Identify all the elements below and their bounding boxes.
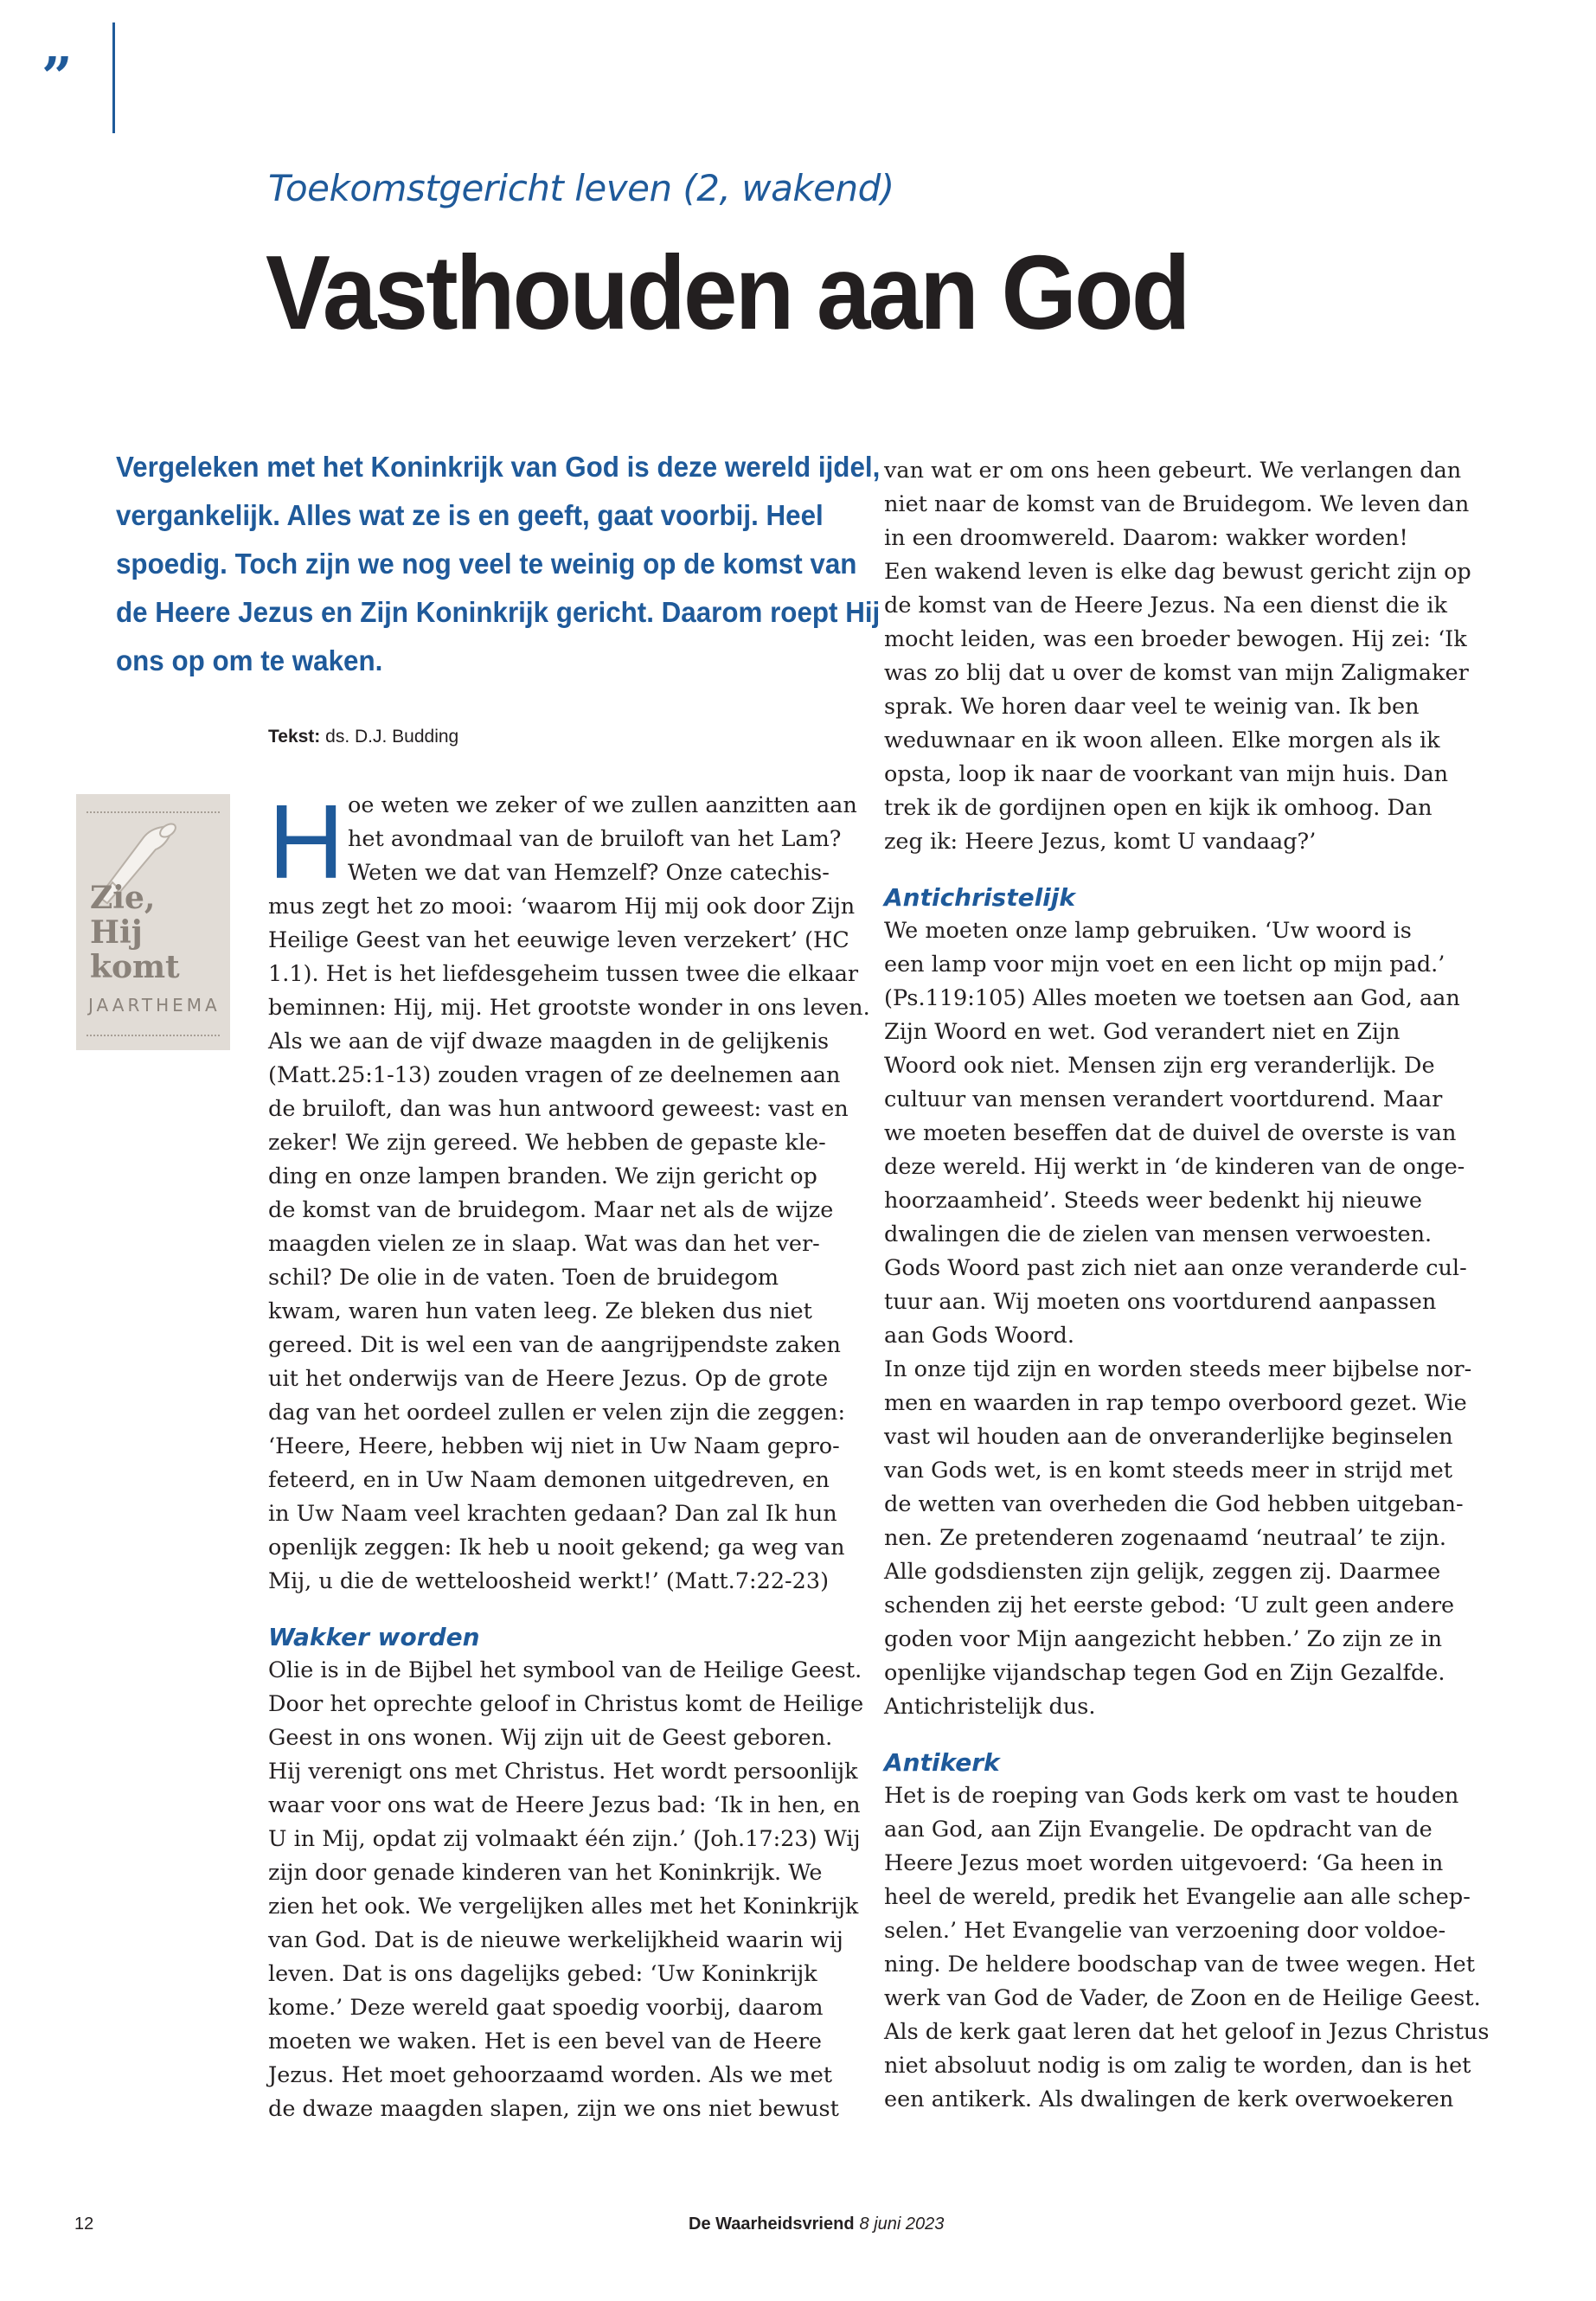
issue-date: 8 juni 2023 (859, 2214, 945, 2234)
text-line: In onze tijd zijn en worden steeds meer bijbelse nor- (884, 1356, 1472, 1382)
text-line: de dwaze maagden slapen, zijn we ons niet bewust (268, 2096, 839, 2122)
dotted-divider (87, 811, 220, 813)
text-line: in een droomwereld. Daarom: wakker worden! (884, 525, 1408, 551)
text-line: het avondmaal van de bruiloft van het Lam? (348, 826, 842, 852)
text-line: Een wakend leven is elke dag bewust gericht zijn op (884, 559, 1471, 585)
theme-line: Zie, (90, 880, 156, 916)
text-line: ding en onze lampen branden. We zijn gericht op (268, 1163, 817, 1189)
text-line: niet absoluut nodig is om zalig te worden, dan is het (884, 2053, 1471, 2079)
section-heading: Antichristelijk (884, 883, 1075, 912)
text-line: sprak. We horen daar veel te weinig van. Ik ben (884, 694, 1420, 720)
text-line: 1.1). Het is het liefdesgeheim tussen twee die elkaar (268, 961, 859, 987)
theme-line: komt (90, 949, 180, 985)
text-line: een antikerk. Als dwalingen de kerk overwoekeren (884, 2086, 1454, 2112)
text-line: Gods Woord past zich niet aan onze veranderde cul- (884, 1255, 1467, 1281)
text-line: openlijke vijandschap tegen God en Zijn Gezalfde. (884, 1660, 1445, 1686)
lead-paragraph (116, 443, 894, 685)
theme-line: Hij (90, 914, 143, 951)
text-line: dag van het oordeel zullen er velen zijn die zeggen: (268, 1400, 846, 1426)
year-theme-box (76, 794, 230, 1050)
text-line: de komst van de Heere Jezus. Na een dienst die ik (884, 593, 1447, 619)
page-number: 12 (74, 2214, 94, 2234)
text-line: niet naar de komst van de Bruidegom. We leven dan (884, 491, 1470, 517)
theme-label: JAARTHEMA (88, 995, 221, 1016)
text-line: kome.’ Deze wereld gaat spoedig voorbij, daarom (268, 1995, 824, 2021)
section-heading: Antikerk (884, 1748, 1000, 1777)
text-line: selen.’ Het Evangelie van verzoening door voldoe- (884, 1918, 1446, 1944)
text-line: feteerd, en in Uw Naam demonen uitgedreven, en (268, 1467, 830, 1493)
text-line: Zijn Woord en wet. God verandert niet en Zijn (884, 1019, 1401, 1045)
text-line: in Uw Naam veel krachten gedaan? Dan zal Ik hun (268, 1501, 837, 1527)
series-kicker: Toekomstgericht leven (2, wakend) (268, 167, 894, 209)
text-line: goden voor Mijn aangezicht hebben.’ Zo zijn ze in (884, 1626, 1443, 1652)
text-line: weduwnaar en ik woon alleen. Elke morgen als ik (884, 727, 1440, 753)
text-line: openlijk zeggen: Ik heb u nooit gekend; ga weg van (268, 1535, 845, 1561)
lead-line: vergankelijk. Alles wat ze is en geeft, gaat voorbij. Heel (116, 499, 824, 531)
text-line: de bruiloft, dan was hun antwoord geweest: vast en (268, 1096, 849, 1122)
byline (268, 727, 458, 747)
text-line: Als we aan de vijf dwaze maagden in de gelijkenis (268, 1029, 830, 1054)
text-line: Door het oprechte geloof in Christus komt de Heilige (268, 1691, 864, 1717)
text-line: heel de wereld, predik het Evangelie aan alle schep- (884, 1884, 1471, 1910)
text-line: de wetten van overheden die God hebben uitgeban- (884, 1491, 1464, 1517)
article-column-right (884, 454, 1490, 2117)
byline-author: ds. D.J. Budding (325, 727, 459, 747)
text-line: leven. Dat is ons dagelijks gebed: ‘Uw Koninkrijk (268, 1961, 817, 1987)
text-line: beminnen: Hij, mij. Het grootste wonder in ons leven. (268, 995, 870, 1021)
text-line: Mij, u die de wetteloosheid werkt!’ (Matt.7:22-23) (268, 1568, 830, 1594)
text-line: gereed. Dit is wel een van de aangrijpendste zaken (268, 1332, 841, 1358)
text-line: aan Gods Woord. (884, 1323, 1074, 1349)
text-line: men en waarden in rap tempo overboord gezet. Wie (884, 1390, 1467, 1416)
theme-title (90, 881, 180, 984)
text-line: uit het onderwijs van de Heere Jezus. Op de grote (268, 1366, 829, 1392)
dotted-divider (87, 1035, 220, 1036)
text-line: Woord ook niet. Mensen zijn erg veranderlijk. De (884, 1053, 1435, 1079)
text-line: zeg ik: Heere Jezus, komt U vandaag?’ (884, 829, 1317, 855)
text-line: de komst van de bruidegom. Maar net als de wijze (268, 1197, 834, 1223)
text-line: zeker! We zijn gereed. We hebben de gepaste kle- (268, 1130, 826, 1156)
text-line: Antichristelijk dus. (884, 1694, 1096, 1720)
text-line: mocht leiden, was een broeder bewogen. Hij zei: ‘Ik (884, 626, 1467, 652)
byline-label: Tekst: (268, 727, 321, 747)
text-line: zien het ook. We vergelijken alles met het Koninkrijk (268, 1894, 859, 1920)
text-line: Weten we dat van Hemzelf? Onze catechis- (348, 860, 830, 886)
article-column-left (268, 783, 870, 2126)
text-line: Geest in ons wonen. Wij zijn uit de Geest geboren. (268, 1725, 833, 1751)
text-line: (Ps.119:105) Alles moeten we toetsen aan God, aan (884, 985, 1460, 1011)
text-line: nen. Ze pretenderen zogenaamd ‘neutraal’ te zijn. (884, 1525, 1447, 1551)
text-line: We moeten onze lamp gebruiken. ‘Uw woord is (884, 918, 1412, 944)
text-line: van Gods wet, is en komt steeds meer in strijd met (884, 1458, 1452, 1484)
lead-line: spoedig. Toch zijn we nog veel te weinig op de komst van (116, 548, 857, 580)
text-line: aan God, aan Zijn Evangelie. De opdracht van de (884, 1817, 1433, 1843)
text-line: maagden vielen ze in slaap. Wat was dan het ver- (268, 1231, 820, 1257)
magazine-name: De Waarheidsvriend (689, 2214, 855, 2234)
lead-line: ons op om te waken. (116, 644, 383, 676)
text-line: Heere Jezus moet worden uitgevoerd: ‘Ga heen in (884, 1850, 1444, 1876)
text-line: trek ik de gordijnen open en kijk ik omhoog. Dan (884, 795, 1433, 821)
text-line: een lamp voor mijn voet en een licht op mijn pad.’ (884, 952, 1445, 977)
text-line: moeten we waken. Het is een bevel van de Heere (268, 2029, 822, 2054)
text-line: we moeten beseffen dat de duivel de overste is van (884, 1120, 1457, 1146)
text-line: Als de kerk gaat leren dat het geloof in Jezus Christus (884, 2019, 1490, 2045)
text-line: tuur aan. Wij moeten ons voortdurend aanpassen (884, 1289, 1437, 1315)
text-line: mus zegt het zo mooi: ‘waarom Hij mij ook door Zijn (268, 894, 856, 920)
text-line: schil? De olie in de vaten. Toen de bruidegom (268, 1265, 779, 1291)
text-line: waar voor ons wat de Heere Jezus bad: ‘Ik in hen, en (268, 1792, 861, 1818)
footer-publication (689, 2214, 944, 2234)
text-line: van God. Dat is de nieuwe werkelijkheid waarin wij (268, 1927, 843, 1953)
text-line: U in Mij, opdat zij volmaakt één zijn.’ (Joh.17:23) Wij (268, 1826, 861, 1852)
text-line: Olie is in de Bijbel het symbool van de Heilige Geest. (268, 1657, 862, 1683)
text-line: cultuur van mensen verandert voortdurend. Maar (884, 1086, 1443, 1112)
text-line: Jezus. Het moet gehoorzaamd worden. Als we met (268, 2062, 833, 2088)
text-line: deze wereld. Hij werkt in ‘de kinderen van de onge- (884, 1154, 1465, 1180)
text-line: oe weten we zeker of we zullen aanzitten aan (348, 792, 857, 818)
text-line: Alle godsdiensten zijn gelijk, zeggen zij. Daarmee (884, 1559, 1441, 1585)
drop-cap: H (268, 783, 345, 901)
text-line: ‘Heere, Heere, hebben wij niet in Uw Naam gepro- (268, 1433, 840, 1459)
vertical-rule (112, 22, 115, 133)
lead-line: Vergeleken met het Koninkrijk van God is deze wereld ijdel, (116, 451, 881, 483)
text-line: opsta, loop ik naar de voorkant van mijn huis. Dan (884, 761, 1449, 787)
text-line: kwam, waren hun vaten leeg. Ze bleken dus niet (268, 1298, 812, 1324)
text-line: vast wil houden aan de onveranderlijke beginselen (884, 1424, 1453, 1450)
quote-mark: ” (42, 45, 73, 108)
text-line: hoorzaamheid’. Steeds weer bedenkt hij nieuwe (884, 1188, 1423, 1214)
section-heading: Wakker worden (268, 1623, 480, 1651)
text-line: Hij verenigt ons met Christus. Het wordt persoonlijk (268, 1759, 858, 1785)
page-title: Vasthouden aan God (266, 234, 1189, 351)
text-line: was zo blij dat u over de komst van mijn Zaligmaker (884, 660, 1469, 686)
text-line: ning. De heldere boodschap van de twee wegen. Het (884, 1952, 1475, 1977)
text-line: schenden zij het eerste gebod: ‘U zult geen andere (884, 1593, 1455, 1618)
text-line: Het is de roeping van Gods kerk om vast te houden (884, 1783, 1459, 1809)
text-line: zijn door genade kinderen van het Koninkrijk. We (268, 1860, 823, 1886)
text-line: dwalingen die de zielen van mensen verwoesten. (884, 1221, 1433, 1247)
text-line: (Matt.25:1-13) zouden vragen of ze deelnemen aan (268, 1062, 841, 1088)
text-line: werk van God de Vader, de Zoon en de Heilige Geest. (884, 1985, 1481, 2011)
text-line: Heilige Geest van het eeuwige leven verzekert’ (HC (268, 927, 849, 953)
text-line: van wat er om ons heen gebeurt. We verlangen dan (884, 458, 1462, 484)
lead-line: de Heere Jezus en Zijn Koninkrijk gericht. Daarom roept Hij (116, 596, 881, 628)
